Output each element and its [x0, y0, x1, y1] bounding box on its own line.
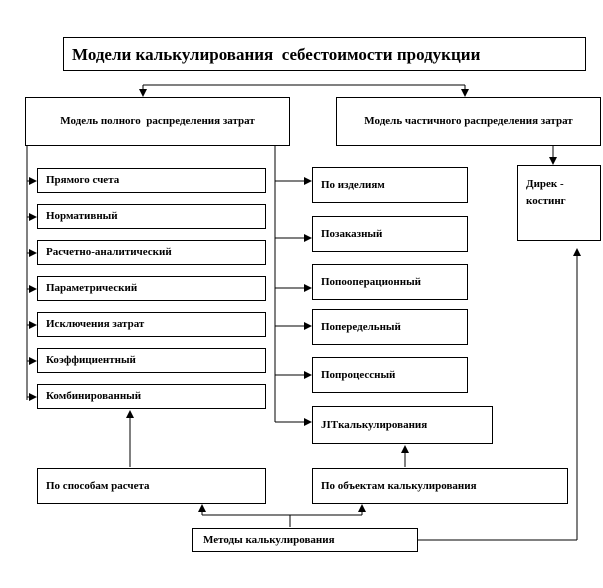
direct-costing-label: Дирек - костинг [526, 178, 566, 207]
method-analytical: Расчетно-аналитический [37, 240, 266, 265]
method-normative: Нормативный [37, 204, 266, 229]
full-model-box [25, 97, 290, 146]
partial-model-label: Модель частичного распределения затрат [364, 115, 573, 127]
method-parametric: Параметрический [37, 276, 266, 301]
object-by-operation: Попооперационный [312, 264, 468, 300]
jit-label: JITкалькулирования [321, 418, 428, 431]
direct-costing-box [517, 165, 601, 241]
object-by-product: По изделиям [312, 167, 468, 203]
method-combined: Комбинированный [37, 384, 266, 409]
method-coefficient: Коэффициентный [37, 348, 266, 373]
methods-label: Методы калькулирования [203, 533, 335, 546]
object-by-stage: Попередельный [312, 309, 468, 345]
by-calc-method-box [37, 468, 266, 504]
by-object-label: По объектам калькулирования [321, 479, 477, 492]
by-calc-method-label: По способам расчета [46, 479, 150, 492]
full-model-label: Модель полного распределения затрат [60, 115, 255, 127]
method-cost-exclusion: Исключения затрат [37, 312, 266, 337]
title-box [63, 37, 586, 71]
method-direct-count: Прямого счета [37, 168, 266, 193]
jit-box [312, 406, 493, 444]
title-text: Модели калькулирования себестоимости продукции [72, 44, 481, 64]
partial-model-box [336, 97, 601, 146]
object-by-order: Позаказный [312, 216, 468, 252]
methods-box [192, 528, 418, 552]
by-object-box [312, 468, 568, 504]
object-by-process: Попроцессный [312, 357, 468, 393]
